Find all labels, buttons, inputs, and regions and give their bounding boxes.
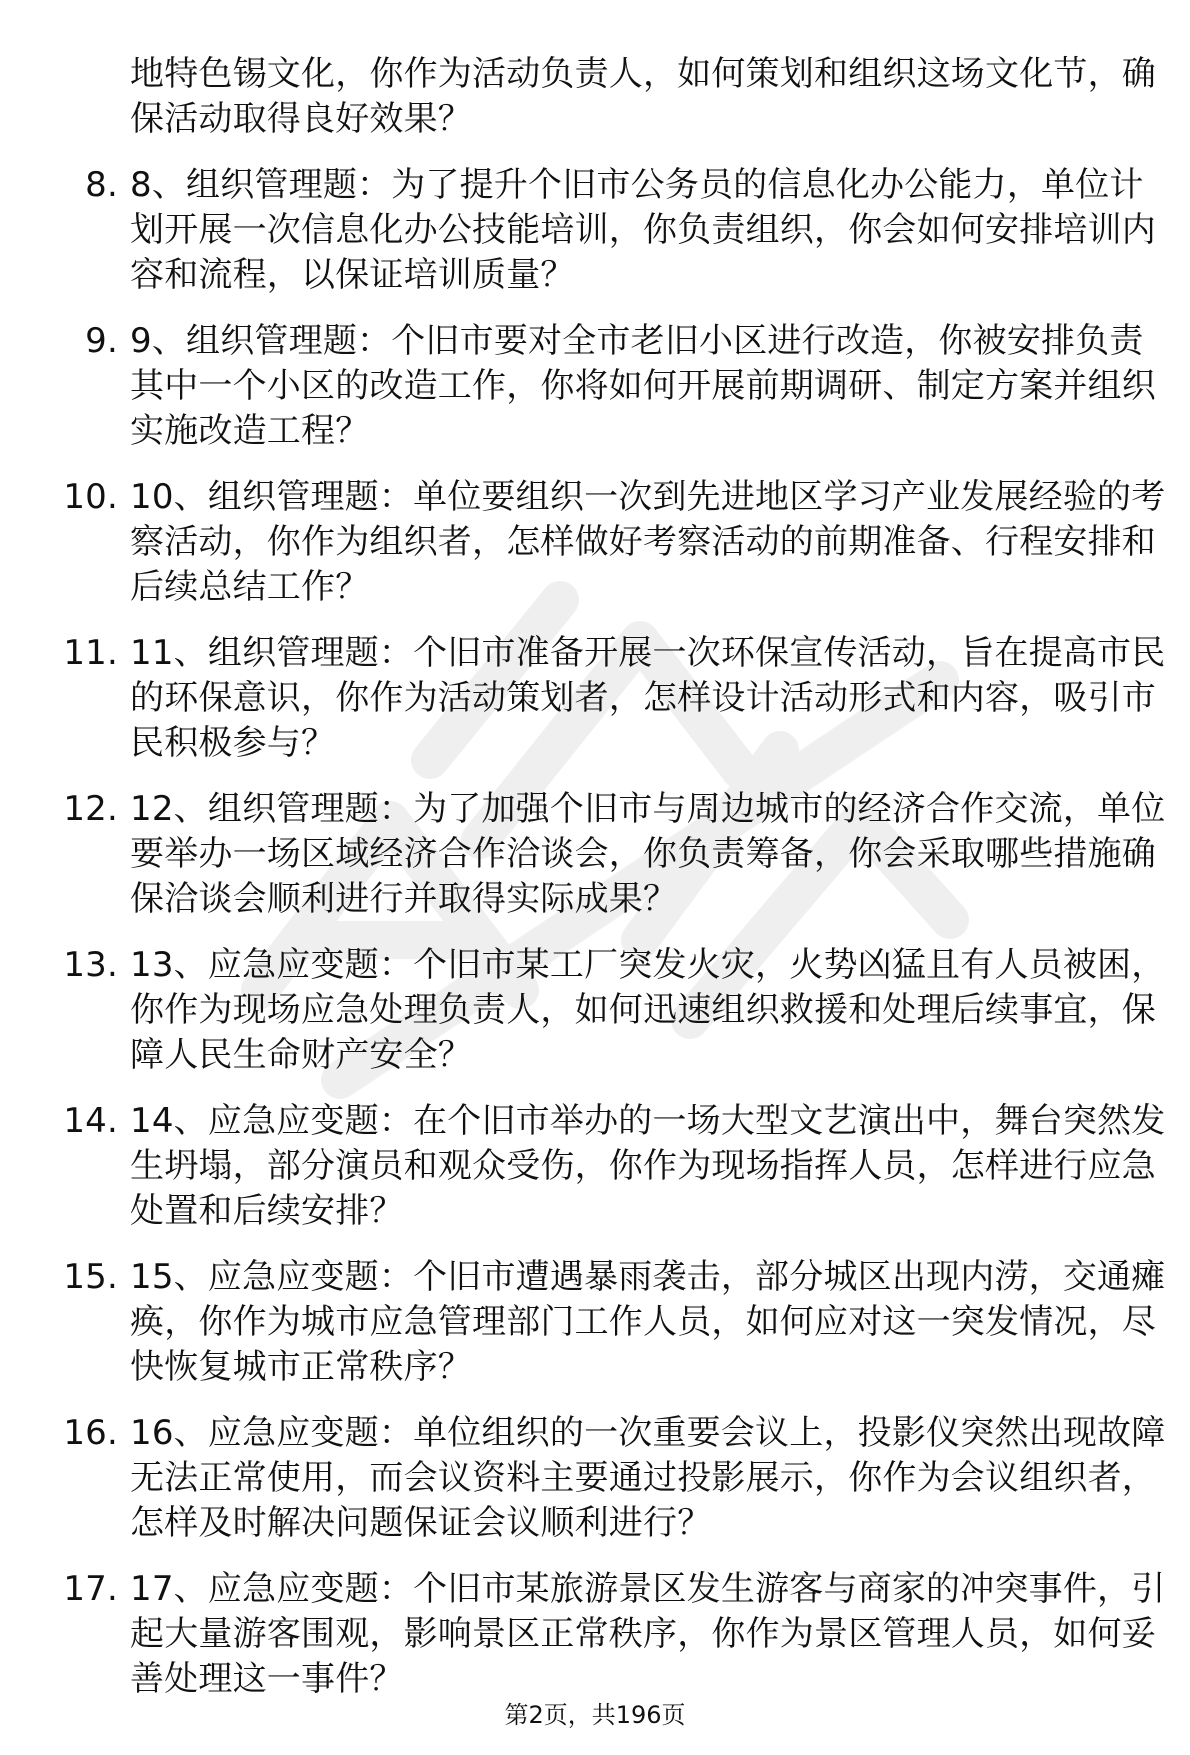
document-body [60, 52, 1170, 1702]
list-item-text: 16、应急应变题：单位组织的一次重要会议上，投影仪突然出现故障无法正常使用，而会议资料主要通过投影展示，你作为会议组织者，怎样及时解决问题保证会议顺利进行？ [130, 1413, 1166, 1543]
list-item [60, 943, 1170, 1078]
list-item [60, 1099, 1170, 1234]
list-item [60, 787, 1170, 922]
list-item-text: 10、组织管理题：单位要组织一次到先进地区学习产业发展经验的考察活动，你作为组织者，怎样做好考察活动的前期准备、行程安排和后续总结工作？ [130, 477, 1166, 607]
continued-paragraph: 地特色锡文化，你作为活动负责人，如何策划和组织这场文化节，确保活动取得良好效果？ [130, 54, 1156, 139]
list-item-number: 11. [63, 633, 118, 673]
list-item-number: 12. [63, 789, 118, 829]
list-item-number: 8. [85, 165, 118, 205]
list-item-number: 17. [63, 1569, 118, 1609]
list-item [60, 631, 1170, 766]
list-item-number: 16. [63, 1413, 118, 1453]
list-item [60, 163, 1170, 298]
list-item-text: 8、组织管理题：为了提升个旧市公务员的信息化办公能力，单位计划开展一次信息化办公技能培训，你负责组织，你会如何安排培训内容和流程，以保证培训质量？ [130, 165, 1156, 295]
list-item [60, 1255, 1170, 1390]
list-item-number: 9. [85, 321, 118, 361]
list-item-text: 17、应急应变题：个旧市某旅游景区发生游客与商家的冲突事件，引起大量游客围观，影响景区正常秩序，你作为景区管理人员，如何妥善处理这一事件？ [130, 1569, 1166, 1699]
list-item-text: 13、应急应变题：个旧市某工厂突发火灾，火势凶猛且有人员被困，你作为现场应急处理负责人，如何迅速组织救援和处理后续事宜，保障人民生命财产安全？ [130, 945, 1166, 1075]
list-item-number: 10. [63, 477, 118, 517]
list-item-number: 14. [63, 1101, 118, 1141]
list-item [60, 319, 1170, 454]
list-item-text: 12、组织管理题：为了加强个旧市与周边城市的经济合作交流，单位要举办一场区域经济合作洽谈会，你负责筹备，你会采取哪些措施确保洽谈会顺利进行并取得实际成果？ [130, 789, 1166, 919]
list-item [60, 1567, 1170, 1702]
list-item [60, 475, 1170, 610]
page-footer: 第2页，共196页 [504, 1701, 686, 1729]
list-item-number: 13. [63, 945, 118, 985]
question-list [60, 163, 1170, 1702]
list-item-number: 15. [63, 1257, 118, 1297]
list-item-text: 15、应急应变题：个旧市遭遇暴雨袭击，部分城区出现内涝，交通瘫痪，你作为城市应急管理部门工作人员，如何应对这一突发情况，尽快恢复城市正常秩序？ [130, 1257, 1166, 1387]
list-item-text: 11、组织管理题：个旧市准备开展一次环保宣传活动，旨在提高市民的环保意识，你作为活动策划者，怎样设计活动形式和内容，吸引市民积极参与？ [130, 633, 1166, 763]
list-item [60, 1411, 1170, 1546]
list-item-text: 9、组织管理题：个旧市要对全市老旧小区进行改造，你被安排负责其中一个小区的改造工作，你将如何开展前期调研、制定方案并组织实施改造工程？ [130, 321, 1156, 451]
list-item-text: 14、应急应变题：在个旧市举办的一场大型文艺演出中，舞台突然发生坍塌，部分演员和观众受伤，你作为现场指挥人员，怎样进行应急处置和后续安排？ [130, 1101, 1166, 1231]
